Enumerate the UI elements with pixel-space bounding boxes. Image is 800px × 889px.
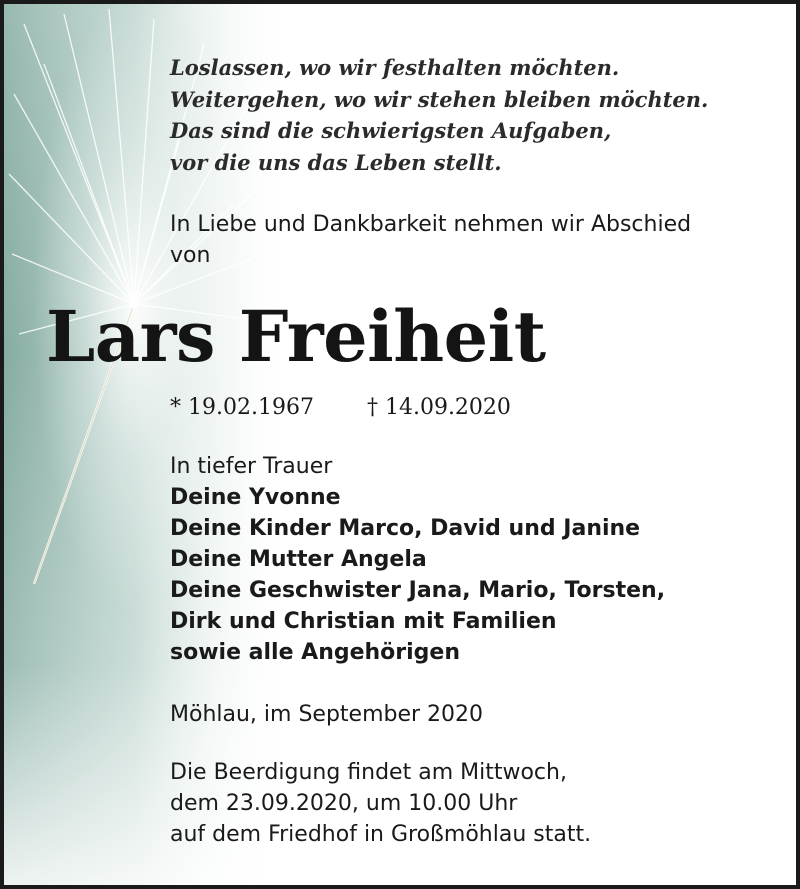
- mourners-heading: In tiefer Trauer: [170, 454, 333, 479]
- farewell-intro-line: In Liebe und Dankbarkeit nehmen wir Abschied: [170, 212, 692, 237]
- mourner-line: Deine Yvonne: [170, 485, 341, 510]
- mourners-list: [170, 451, 665, 668]
- mourner-line: Deine Geschwister Jana, Mario, Torsten,: [170, 578, 666, 603]
- poem-line: vor die uns das Leben stellt.: [170, 149, 502, 175]
- mourner-line: Dirk und Christian mit Familien: [170, 609, 557, 634]
- farewell-intro-line: von: [170, 243, 211, 268]
- notice-content: [4, 4, 796, 885]
- funeral-details: [170, 757, 591, 850]
- poem-line: Das sind die schwierigsten Aufgaben,: [170, 118, 612, 143]
- funeral-line: auf dem Friedhof in Großmöhlau statt.: [170, 822, 592, 847]
- memorial-poem: [170, 52, 708, 178]
- poem-line: Loslassen, wo wir festhalten möchten.: [170, 55, 620, 80]
- birth-date: * 19.02.1967: [170, 395, 314, 420]
- life-dates: [170, 392, 511, 423]
- place-and-date: Möhlau, im September 2020: [170, 702, 484, 727]
- mourner-line: Deine Mutter Angela: [170, 547, 427, 572]
- poem-line: Weitergehen, wo wir stehen bleiben möchten.: [170, 86, 709, 112]
- deceased-name: Lars Freiheit: [46, 295, 546, 378]
- mourner-line: sowie alle Angehörigen: [170, 640, 461, 665]
- farewell-intro: [170, 209, 691, 271]
- death-date: † 14.09.2020: [366, 395, 511, 420]
- funeral-line: Die Beerdigung findet am Mittwoch,: [170, 760, 567, 785]
- funeral-line: dem 23.09.2020, um 10.00 Uhr: [170, 791, 518, 816]
- mourner-line: Deine Kinder Marco, David und Janine: [170, 516, 641, 541]
